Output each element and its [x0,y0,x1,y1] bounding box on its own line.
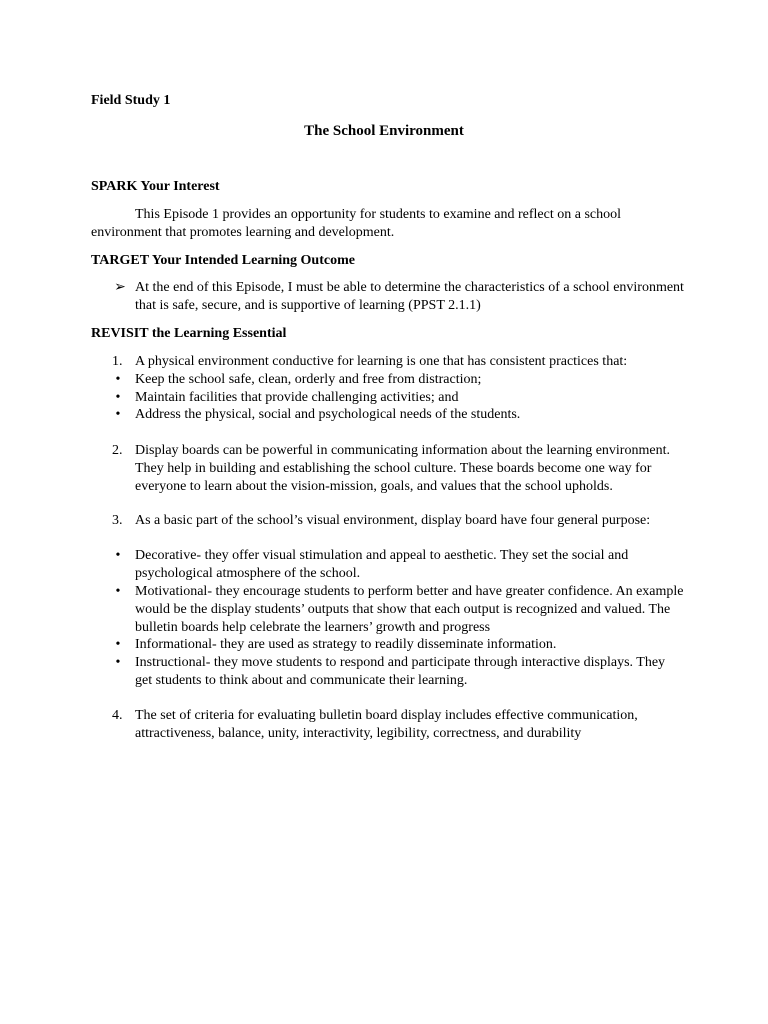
numbered-item-3 [91,512,691,530]
numbered-item-4 [91,707,651,743]
item-text: As a basic part of the school’s visual environment, display board have four general purpose: [135,513,651,528]
bullet-icon: • [115,637,121,652]
bullet-text: Instructional- they move students to respond and participate through interactive displays. They get students to think about and communicate their learning. [135,655,666,688]
list-item [91,636,691,654]
course-label: Field Study 1 [91,93,171,108]
arrow-bullet-icon: ➢ [114,280,126,295]
item-number: 3. [112,513,123,528]
item-text: A physical environment conductive for learning is one that has consistent practices that: [135,354,628,369]
bullet-text: Keep the school safe, clean, orderly and free from distraction; [135,372,482,387]
item-text: The set of criteria for evaluating bulletin board display includes effective communication, attractiveness, balance, unity, interactivity, legibility, correctness, and durability [135,708,638,741]
bullet-icon: • [115,584,121,599]
revisit-heading: REVISIT the Learning Essential [91,326,287,341]
item-number: 2. [112,443,123,458]
bullet-icon: • [115,390,121,405]
numbered-item-2 [91,442,673,496]
item-number: 1. [112,354,123,369]
spark-heading: SPARK Your Interest [91,179,220,194]
list-item [91,389,691,407]
target-text: At the end of this Episode, I must be able to determine the characteristics of a school environment that is safe, secure, and is supportive of learning (PPST 2.1.1) [135,280,684,313]
item-text: Display boards can be powerful in communicating information about the learning environment. They help in building and establishing the school culture. These boards become one way for everyone to learn about the vision-mission, goals, and values that the school upholds. [135,443,670,494]
list-item [91,371,691,389]
document-title: The School Environment [304,123,464,139]
target-heading: TARGET Your Intended Learning Outcome [91,253,355,268]
bullet-text: Informational- they are used as strategy to readily disseminate information. [135,637,557,652]
item-number: 4. [112,708,123,723]
list-item [91,583,686,637]
list-item [91,547,636,583]
bullet-text: Address the physical, social and psychological needs of the students. [135,407,521,422]
bullet-icon: • [115,407,121,422]
bullet-icon: • [115,655,121,670]
numbered-item-1 [91,353,691,371]
bullet-text: Motivational- they encourage students to perform better and have greater confidence. An example would be the display students’ outputs that show that each output is recognized and valued. The bulletin boards help celebrate the learners’ growth and progress [135,584,684,635]
bullet-text: Maintain facilities that provide challenging activities; and [135,390,459,405]
bullet-icon: • [115,372,121,387]
list-item [91,654,675,690]
bullet-text: Decorative- they offer visual stimulation and appeal to aesthetic. They set the social and psychological atmosphere of the school. [135,548,629,581]
spark-paragraph [91,206,651,242]
list-item [91,406,691,424]
bullet-icon: • [115,548,121,563]
target-list-item [91,279,686,315]
spark-text: This Episode 1 provides an opportunity for students to examine and reflect on a school environment that promotes learning and development. [91,207,622,240]
